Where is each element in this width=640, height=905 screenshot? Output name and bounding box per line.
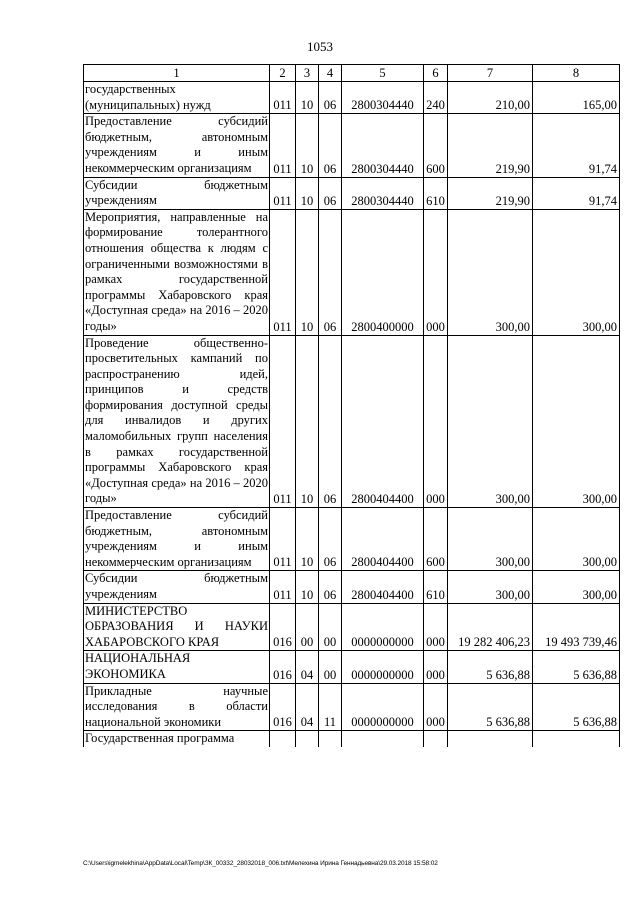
value-cell: 2800304440 <box>342 82 424 114</box>
file-path-footer: C:\Users\igmelekhina\AppData\Local\Temp\ЗК_00332_28032018_006.txt\Мелехина Ирина Геннадьевна\29.03.2018 15:58:02 <box>83 860 438 867</box>
value-cell: 2800404400 <box>342 335 424 508</box>
table-row <box>84 82 620 114</box>
value-cell <box>319 731 342 747</box>
table-row <box>84 177 620 209</box>
column-header: 2 <box>270 65 296 82</box>
value-cell: 016 <box>270 651 296 683</box>
value-cell: 0000000000 <box>342 651 424 683</box>
value-cell: 5 636,88 <box>533 683 620 731</box>
value-cell: 06 <box>319 508 342 571</box>
value-cell: 210,00 <box>448 82 533 114</box>
value-cell: 06 <box>319 209 342 335</box>
column-header: 6 <box>424 65 448 82</box>
value-cell: 011 <box>270 177 296 209</box>
value-cell: 000 <box>424 335 448 508</box>
budget-table <box>83 64 620 747</box>
value-cell: 300,00 <box>448 508 533 571</box>
header-row <box>84 65 620 82</box>
value-cell: 2800404400 <box>342 508 424 571</box>
value-cell: 300,00 <box>533 335 620 508</box>
table-row <box>84 571 620 603</box>
value-cell: 600 <box>424 508 448 571</box>
value-cell: 011 <box>270 508 296 571</box>
table-row <box>84 731 620 747</box>
column-header: 5 <box>342 65 424 82</box>
value-cell: 06 <box>319 82 342 114</box>
value-cell: 06 <box>319 177 342 209</box>
value-cell: 300,00 <box>448 335 533 508</box>
value-cell <box>533 731 620 747</box>
column-header: 4 <box>319 65 342 82</box>
value-cell: 300,00 <box>448 571 533 603</box>
value-cell: 011 <box>270 209 296 335</box>
table-row <box>84 508 620 571</box>
value-cell: 00 <box>319 603 342 651</box>
value-cell: 00 <box>319 651 342 683</box>
row-name-cell: Прикладные научные исследования в области национальной экономики <box>84 683 270 731</box>
value-cell: 610 <box>424 177 448 209</box>
column-header: 1 <box>84 65 270 82</box>
table-row <box>84 209 620 335</box>
value-cell: 165,00 <box>533 82 620 114</box>
value-cell: 06 <box>319 335 342 508</box>
value-cell: 300,00 <box>533 508 620 571</box>
value-cell: 06 <box>319 114 342 177</box>
value-cell: 19 493 739,46 <box>533 603 620 651</box>
value-cell: 04 <box>296 651 319 683</box>
value-cell: 00 <box>296 603 319 651</box>
value-cell: 0000000000 <box>342 603 424 651</box>
value-cell: 000 <box>424 603 448 651</box>
value-cell: 016 <box>270 683 296 731</box>
value-cell: 011 <box>270 82 296 114</box>
value-cell: 10 <box>296 508 319 571</box>
table-row <box>84 114 620 177</box>
value-cell: 2800404400 <box>342 571 424 603</box>
value-cell: 219,90 <box>448 114 533 177</box>
value-cell: 91,74 <box>533 177 620 209</box>
value-cell: 0000000000 <box>342 683 424 731</box>
row-name-cell: государственных (муниципальных) нужд <box>84 82 270 114</box>
value-cell: 011 <box>270 571 296 603</box>
value-cell: 300,00 <box>533 209 620 335</box>
row-name-cell: Предоставление субсидий бюджетным, автономным учреждениям и иным некоммерческим организациям <box>84 508 270 571</box>
row-name-cell: НАЦИОНАЛЬНАЯ ЭКОНОМИКА <box>84 651 270 683</box>
value-cell: 016 <box>270 603 296 651</box>
row-name-cell: Государственная программа <box>84 731 270 747</box>
table-row <box>84 651 620 683</box>
value-cell <box>424 731 448 747</box>
value-cell <box>270 731 296 747</box>
value-cell: 5 636,88 <box>448 651 533 683</box>
row-name-cell: Субсидии бюджетным учреждениям <box>84 177 270 209</box>
table-row <box>84 603 620 651</box>
row-name-cell: Мероприятия, направленные на формирование толерантного отношения общества к людям с ограниченными возможностями в рамках государственной программы Хабаровского края «Доступная среда» на 2016 – 2020 годы» <box>84 209 270 335</box>
value-cell: 2800304440 <box>342 177 424 209</box>
value-cell: 219,90 <box>448 177 533 209</box>
value-cell: 011 <box>270 114 296 177</box>
table-row <box>84 683 620 731</box>
column-header: 7 <box>448 65 533 82</box>
value-cell <box>296 731 319 747</box>
value-cell <box>342 731 424 747</box>
value-cell: 10 <box>296 177 319 209</box>
page-number: 1053 <box>307 39 333 54</box>
value-cell: 000 <box>424 651 448 683</box>
value-cell: 04 <box>296 683 319 731</box>
value-cell: 610 <box>424 571 448 603</box>
value-cell: 2800304440 <box>342 114 424 177</box>
value-cell: 10 <box>296 114 319 177</box>
value-cell: 5 636,88 <box>533 651 620 683</box>
value-cell: 91,74 <box>533 114 620 177</box>
value-cell: 10 <box>296 209 319 335</box>
row-name-cell: Проведение общественно-просветительных кампаний по распространению идей, принципов и средств формирования доступной среды для инвалидов и других маломобильных групп населения в рамках государственной программы Хабаровского края «Доступная среда» на 2016 – 2020 годы» <box>84 335 270 508</box>
value-cell: 000 <box>424 209 448 335</box>
value-cell: 19 282 406,23 <box>448 603 533 651</box>
row-name-cell: Субсидии бюджетным учреждениям <box>84 571 270 603</box>
value-cell <box>448 731 533 747</box>
value-cell: 600 <box>424 114 448 177</box>
value-cell: 011 <box>270 335 296 508</box>
table-row <box>84 335 620 508</box>
value-cell: 300,00 <box>448 209 533 335</box>
value-cell: 10 <box>296 82 319 114</box>
column-header: 8 <box>533 65 620 82</box>
column-header: 3 <box>296 65 319 82</box>
value-cell: 10 <box>296 571 319 603</box>
value-cell: 300,00 <box>533 571 620 603</box>
value-cell: 10 <box>296 335 319 508</box>
row-name-cell: Предоставление субсидий бюджетным, автономным учреждениям и иным некоммерческим организациям <box>84 114 270 177</box>
value-cell: 06 <box>319 571 342 603</box>
value-cell: 5 636,88 <box>448 683 533 731</box>
value-cell: 000 <box>424 683 448 731</box>
value-cell: 11 <box>319 683 342 731</box>
value-cell: 2800400000 <box>342 209 424 335</box>
row-name-cell: МИНИСТЕРСТВО ОБРАЗОВАНИЯ И НАУКИ ХАБАРОВСКОГО КРАЯ <box>84 603 270 651</box>
value-cell: 240 <box>424 82 448 114</box>
